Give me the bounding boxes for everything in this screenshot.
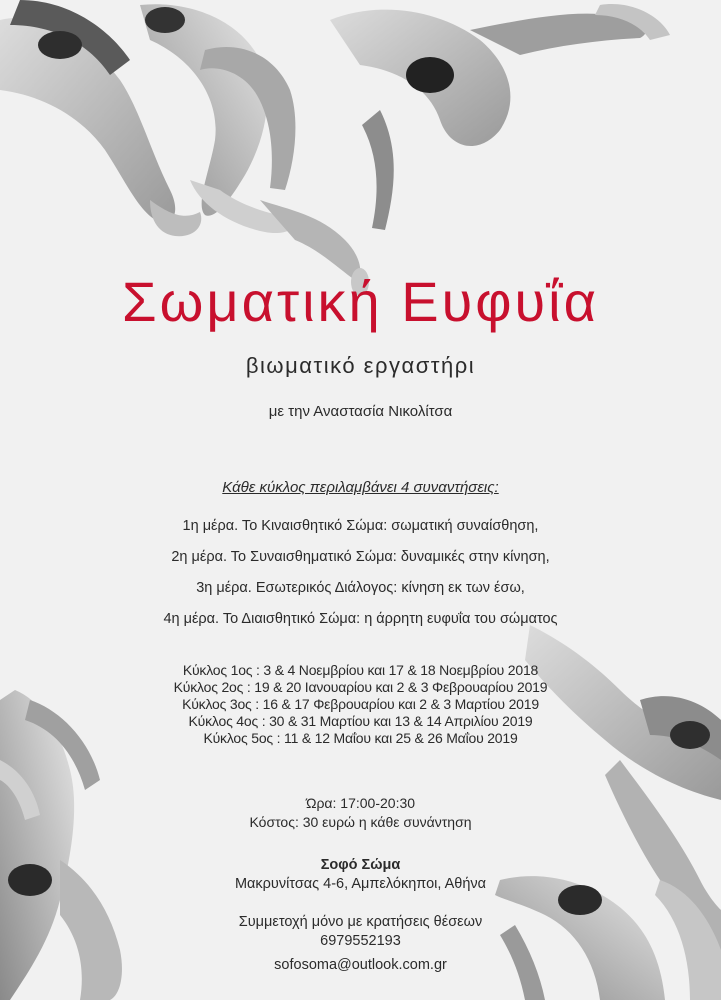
dancers-illustration-top: [0, 0, 670, 296]
session-hours: Ώρα: 17:00-20:30: [305, 795, 416, 811]
cycle-item: Κύκλος 5ος : 11 & 12 Μαΐου και 25 & 26 Μαΐου 2019: [203, 730, 518, 746]
contact-phone[interactable]: 6979552193: [320, 933, 401, 949]
cycle-item: Κύκλος 4ος : 30 & 31 Μαρτίου και 13 & 14 Απριλίου 2019: [188, 713, 533, 729]
booking-note: Συμμετοχή μόνο με κρατήσεις θέσεων: [238, 914, 483, 930]
program-day: 4η μέρα. Το Διαισθητικό Σώμα: η άρρητη ευφυΐα του σώματος: [163, 611, 558, 627]
facilitator-line: [0, 402, 721, 422]
cycle-item: Κύκλος 3ος : 16 & 17 Φεβρουαρίου και 2 & 3 Μαρτίου 2019: [182, 696, 539, 712]
program-intro: Κάθε κύκλος περιλαμβάνει 4 συναντήσεις:: [222, 479, 499, 496]
facilitator-name: Αναστασία Νικολίτσα: [313, 403, 453, 420]
program-day: 2η μέρα. Το Συναισθηματικό Σώμα: δυναμικές στην κίνηση,: [171, 549, 550, 565]
cycle-item: Κύκλος 2ος : 19 & 20 Ιανουαρίου και 2 & 3 Φεβρουαρίου 2019: [173, 679, 548, 695]
page-title: Σωματική Ευφυΐα: [122, 270, 599, 333]
venue-address: Μακρυνίτσας 4-6, Αμπελόκηποι, Αθήνα: [234, 876, 487, 892]
cycle-schedule: [0, 662, 721, 747]
program-day: 1η μέρα. Το Κιναισθητικό Σώμα: σωματική συναίσθηση,: [182, 518, 539, 534]
session-cost: Κόστος: 30 ευρώ η κάθε συνάντηση: [249, 814, 472, 830]
workshop-subtitle: βιωματικό εργαστήρι: [245, 353, 476, 378]
contact-email[interactable]: sofosoma@outlook.com.gr: [274, 957, 447, 973]
venue-name: Σοφό Σώμα: [320, 857, 401, 873]
program-days: [0, 515, 721, 639]
program-day: 3η μέρα. Εσωτερικός Διάλογος: κίνηση εκ των έσω,: [196, 580, 525, 596]
facilitator-prefix: με την: [268, 403, 314, 420]
cycle-item: Κύκλος 1ος : 3 & 4 Νοεμβρίου και 17 & 18 Νοεμβρίου 2018: [182, 662, 539, 678]
